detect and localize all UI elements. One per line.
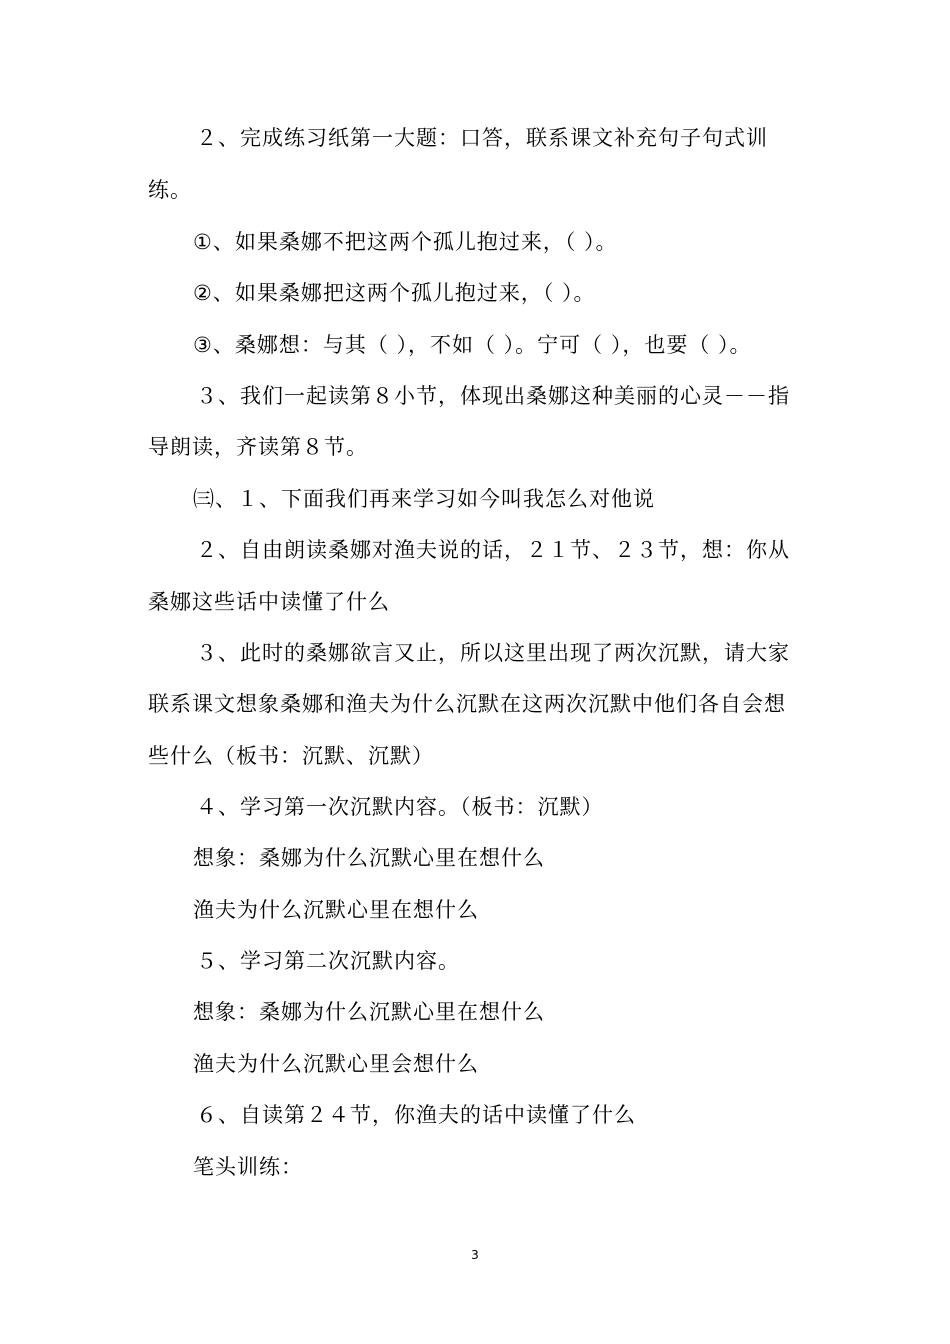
paragraph-line: 练。	[148, 178, 192, 202]
paragraph-line: ５、学习第二次沉默内容。	[196, 949, 460, 973]
paragraph-line: 想象：桑娜为什么沉默心里在想什么	[193, 1000, 545, 1024]
paragraph-line: ６、自读第２４节，你渔夫的话中读懂了什么	[196, 1103, 636, 1127]
paragraph-line: ４、学习第一次沉默内容。（板书：沉默）	[196, 795, 604, 819]
paragraph-line: ㈢、１、下面我们再来学习如今叫我怎么对他说	[193, 487, 655, 511]
paragraph-line: ２、完成练习纸第一大题：口答，联系课文补充句子句式训	[196, 126, 768, 150]
paragraph-line: 渔夫为什么沉默心里会想什么	[193, 1052, 479, 1076]
paragraph-line: 想象：桑娜为什么沉默心里在想什么	[193, 846, 545, 870]
paragraph-line: ２、自由朗读桑娜对渔夫说的话，２１节、２３节，想：你从	[196, 538, 790, 562]
paragraph-line: ３、我们一起读第８小节，体现出桑娜这种美丽的心灵－－指	[196, 384, 790, 408]
paragraph-line: 桑娜这些话中读懂了什么	[148, 590, 390, 614]
paragraph-line: ３、此时的桑娜欲言又止，所以这里出现了两次沉默，请大家	[196, 641, 790, 665]
paragraph-line: ①、如果桑娜不把这两个孤儿抱过来，（ ）。	[193, 230, 618, 254]
paragraph-line: 联系课文想象桑娜和渔夫为什么沉默在这两次沉默中他们各自会想	[148, 692, 786, 716]
paragraph-line: ②、如果桑娜把这两个孤儿抱过来，（ ）。	[193, 281, 596, 305]
page-number: 3	[471, 1248, 479, 1262]
paragraph-line: 些什么（板书：沉默、沉默）	[148, 744, 434, 768]
paragraph-line: ③、桑娜想：与其（ ），不如（ ）。宁可（ ），也要（ ）。	[193, 333, 752, 357]
paragraph-line: 渔夫为什么沉默心里在想什么	[193, 898, 479, 922]
paragraph-line: 导朗读，齐读第８节。	[148, 435, 368, 459]
paragraph-line: 笔头训练：	[193, 1155, 303, 1179]
